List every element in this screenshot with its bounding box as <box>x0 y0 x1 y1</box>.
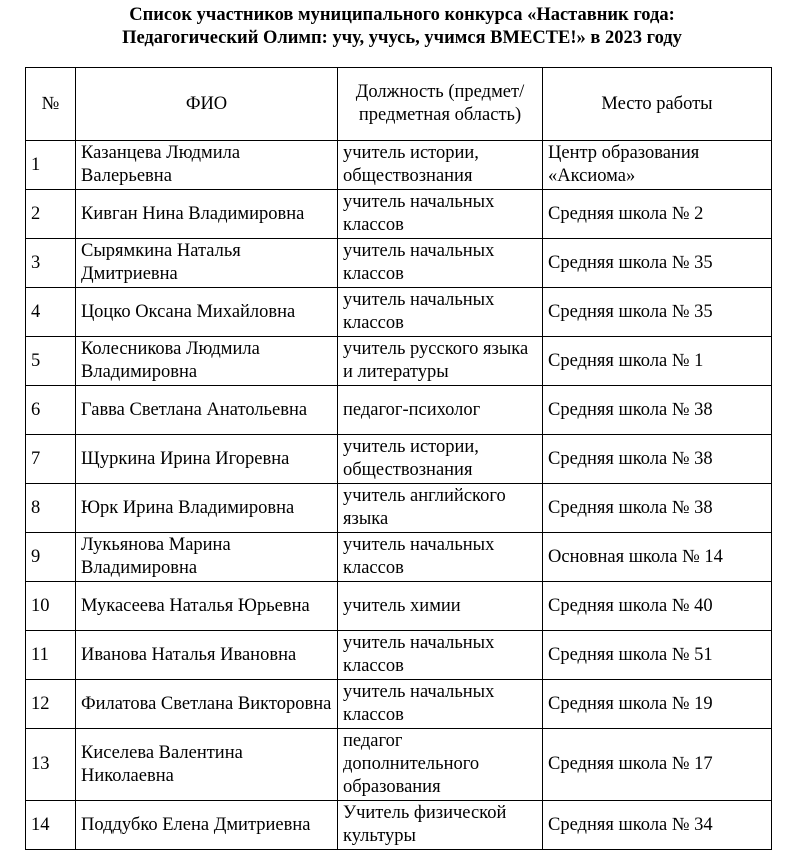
header-num: № <box>26 68 76 141</box>
row-fio: Киселева Валентина Николаевна <box>76 729 338 801</box>
table-row <box>26 801 772 850</box>
row-fio: Мукасеева Наталья Юрьевна <box>76 582 338 631</box>
row-fio: Иванова Наталья Ивановна <box>76 631 338 680</box>
row-position: педагог-психолог <box>338 386 543 435</box>
row-position: учитель истории, обществознания <box>338 435 543 484</box>
row-position: учитель начальных классов <box>338 631 543 680</box>
table-row <box>26 190 772 239</box>
row-position: учитель начальных классов <box>338 680 543 729</box>
row-number: 9 <box>26 533 76 582</box>
title-line-1: Список участников муниципального конкурса «Наставник года: <box>129 5 675 25</box>
row-number: 5 <box>26 337 76 386</box>
row-number: 7 <box>26 435 76 484</box>
row-fio: Казанцева Людмила Валерьевна <box>76 141 338 190</box>
row-workplace: Средняя школа № 35 <box>543 288 772 337</box>
row-position: учитель начальных классов <box>338 190 543 239</box>
row-workplace: Средняя школа № 38 <box>543 435 772 484</box>
title-line-2: Педагогический Олимп: учу, учусь, учимся ВМЕСТЕ!» в 2023 году <box>122 28 682 48</box>
header-row <box>26 68 772 141</box>
row-fio: Юрк Ирина Владимировна <box>76 484 338 533</box>
table-row <box>26 435 772 484</box>
row-fio: Сырямкина Наталья Дмитриевна <box>76 239 338 288</box>
row-position: педагог дополнительного образования <box>338 729 543 801</box>
row-number: 13 <box>26 729 76 801</box>
row-fio: Филатова Светлана Викторовна <box>76 680 338 729</box>
row-position: учитель начальных классов <box>338 533 543 582</box>
row-workplace: Центр образования «Аксиома» <box>543 141 772 190</box>
header-fio: ФИО <box>76 68 338 141</box>
table-row <box>26 239 772 288</box>
row-fio: Кивган Нина Владимировна <box>76 190 338 239</box>
row-number: 8 <box>26 484 76 533</box>
row-fio: Гавва Светлана Анатольевна <box>76 386 338 435</box>
row-workplace: Средняя школа № 34 <box>543 801 772 850</box>
table-row <box>26 337 772 386</box>
table-row <box>26 484 772 533</box>
table-row <box>26 533 772 582</box>
row-position: учитель английского языка <box>338 484 543 533</box>
participants-table <box>25 67 772 850</box>
row-number: 6 <box>26 386 76 435</box>
row-workplace: Средняя школа № 38 <box>543 386 772 435</box>
table-row <box>26 141 772 190</box>
row-fio: Поддубко Елена Дмитриевна <box>76 801 338 850</box>
document-title <box>0 4 804 50</box>
row-number: 11 <box>26 631 76 680</box>
row-workplace: Средняя школа № 40 <box>543 582 772 631</box>
row-workplace: Средняя школа № 51 <box>543 631 772 680</box>
table-row <box>26 631 772 680</box>
row-fio: Колесникова Людмила Владимировна <box>76 337 338 386</box>
row-workplace: Средняя школа № 38 <box>543 484 772 533</box>
row-position: учитель истории, обществознания <box>338 141 543 190</box>
header-workplace: Место работы <box>543 68 772 141</box>
row-position: учитель химии <box>338 582 543 631</box>
row-number: 1 <box>26 141 76 190</box>
row-number: 2 <box>26 190 76 239</box>
row-number: 3 <box>26 239 76 288</box>
row-number: 10 <box>26 582 76 631</box>
table-row <box>26 386 772 435</box>
row-position: учитель начальных классов <box>338 288 543 337</box>
row-workplace: Средняя школа № 1 <box>543 337 772 386</box>
row-workplace: Средняя школа № 19 <box>543 680 772 729</box>
row-workplace: Средняя школа № 17 <box>543 729 772 801</box>
table-row <box>26 729 772 801</box>
row-position: учитель начальных классов <box>338 239 543 288</box>
table-row <box>26 680 772 729</box>
header-position: Должность (предмет/предметная область) <box>338 68 543 141</box>
row-number: 14 <box>26 801 76 850</box>
row-fio: Щуркина Ирина Игоревна <box>76 435 338 484</box>
row-number: 4 <box>26 288 76 337</box>
row-number: 12 <box>26 680 76 729</box>
row-fio: Лукьянова Марина Владимировна <box>76 533 338 582</box>
table-row <box>26 288 772 337</box>
table-row <box>26 582 772 631</box>
row-workplace: Средняя школа № 35 <box>543 239 772 288</box>
row-workplace: Основная школа № 14 <box>543 533 772 582</box>
row-workplace: Средняя школа № 2 <box>543 190 772 239</box>
row-position: Учитель физической культуры <box>338 801 543 850</box>
row-fio: Цоцко Оксана Михайловна <box>76 288 338 337</box>
row-position: учитель русского языка и литературы <box>338 337 543 386</box>
